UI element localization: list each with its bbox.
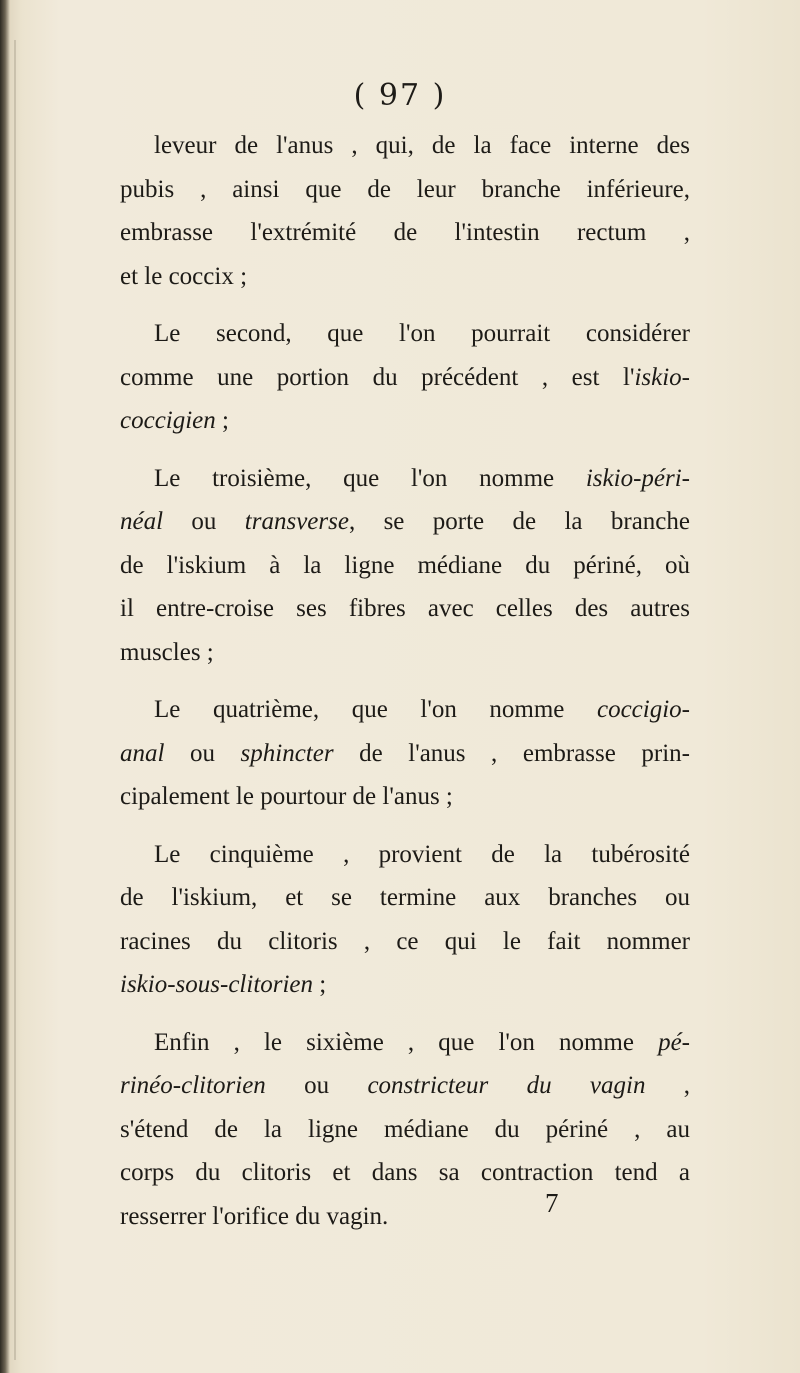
book-spine-shadow (0, 0, 10, 1373)
text-line (120, 211, 690, 255)
text-line (120, 631, 690, 675)
text-line (120, 587, 690, 631)
text-line (120, 688, 690, 732)
signature-mark: 7 (545, 1188, 559, 1218)
italic-term: iskio-sous-clitorien (120, 971, 314, 998)
text-line (120, 399, 690, 443)
text-line (120, 833, 690, 877)
text-run: , se porte de la branche (348, 508, 691, 535)
text-run: ; (215, 407, 229, 434)
text-run: il entre-croise ses fibres avec celles des autres (120, 595, 690, 622)
text-run: de l'iskium, et se termine aux branches ou (120, 884, 690, 911)
paragraph-gap (120, 298, 690, 312)
italic-term: rinéo-clitorien (120, 1072, 266, 1099)
text-run: s'étend de la ligne médiane du périné , au (120, 1115, 690, 1143)
italic-term: pé- (658, 1028, 690, 1056)
text-run: ou (163, 508, 245, 535)
italic-term: néal (120, 508, 164, 535)
text-run: Le cinquième , provient de la tubérosité (154, 840, 690, 868)
paragraph-gap (120, 1007, 690, 1021)
text-line (120, 255, 690, 299)
text-line (120, 732, 690, 776)
text-run: Le troisième, que l'on nomme (154, 464, 586, 492)
text-run: leveur de l'anus , qui, de la face interne des (154, 132, 690, 159)
text-run: racines du clitoris , ce qui le fait nommer (120, 927, 690, 955)
text-run: cipalement le pourtour de l'anus ; (120, 783, 453, 810)
paragraph-gap (120, 819, 690, 833)
text-run: ou (164, 739, 241, 767)
text-run: Le quatrième, que l'on nomme (154, 696, 597, 723)
text-line (120, 312, 690, 356)
text-run: pubis , ainsi que de leur branche inférieure, (120, 175, 690, 203)
text-run: de l'anus , embrasse prin- (333, 739, 690, 767)
text-line (120, 1195, 690, 1239)
text-line (120, 1021, 690, 1065)
paragraph-gap (120, 674, 690, 688)
text-line (120, 124, 690, 168)
italic-term: sphincter (240, 739, 334, 767)
text-run: Enfin , le sixième , que l'on nomme (154, 1028, 659, 1056)
text-run: ou (265, 1072, 368, 1099)
text-line (120, 1108, 690, 1152)
italic-term: constricteur du vagin (367, 1072, 646, 1099)
text-line (120, 500, 690, 544)
text-run: ; (313, 971, 327, 998)
italic-term: coccigien (120, 407, 216, 434)
text-run: embrasse l'extrémité de l'intestin rectum , (120, 219, 690, 246)
body-text (120, 124, 690, 1238)
text-run: , (645, 1072, 691, 1099)
gutter-line (14, 40, 16, 1360)
text-run: de l'iskium à la ligne médiane du périné, où (120, 551, 690, 579)
text-line (120, 963, 690, 1007)
text-run: Le second, que l'on pourrait considérer (154, 320, 690, 347)
italic-term: iskio- (634, 363, 690, 391)
italic-term: anal (120, 739, 165, 767)
text-line (120, 544, 690, 588)
text-run: comme une portion du précédent , est l' (120, 363, 635, 391)
page-number: ( 97 ) (353, 78, 447, 113)
paragraph-gap (120, 443, 690, 457)
text-run: resserrer l'orifice du vagin. (120, 1202, 389, 1230)
italic-term: iskio-péri- (585, 464, 690, 492)
text-run: et le coccix ; (120, 262, 248, 290)
text-run: corps du clitoris et dans sa contraction tend a (120, 1159, 690, 1186)
text-line (120, 356, 690, 400)
text-line (120, 876, 690, 920)
text-line (120, 920, 690, 964)
text-line (120, 457, 690, 501)
italic-term: coccigio- (596, 696, 690, 723)
text-line (120, 168, 690, 212)
text-line (120, 775, 690, 819)
italic-term: transverse (244, 508, 349, 535)
text-line (120, 1064, 690, 1108)
text-run: muscles ; (120, 638, 214, 666)
text-line (120, 1151, 690, 1195)
